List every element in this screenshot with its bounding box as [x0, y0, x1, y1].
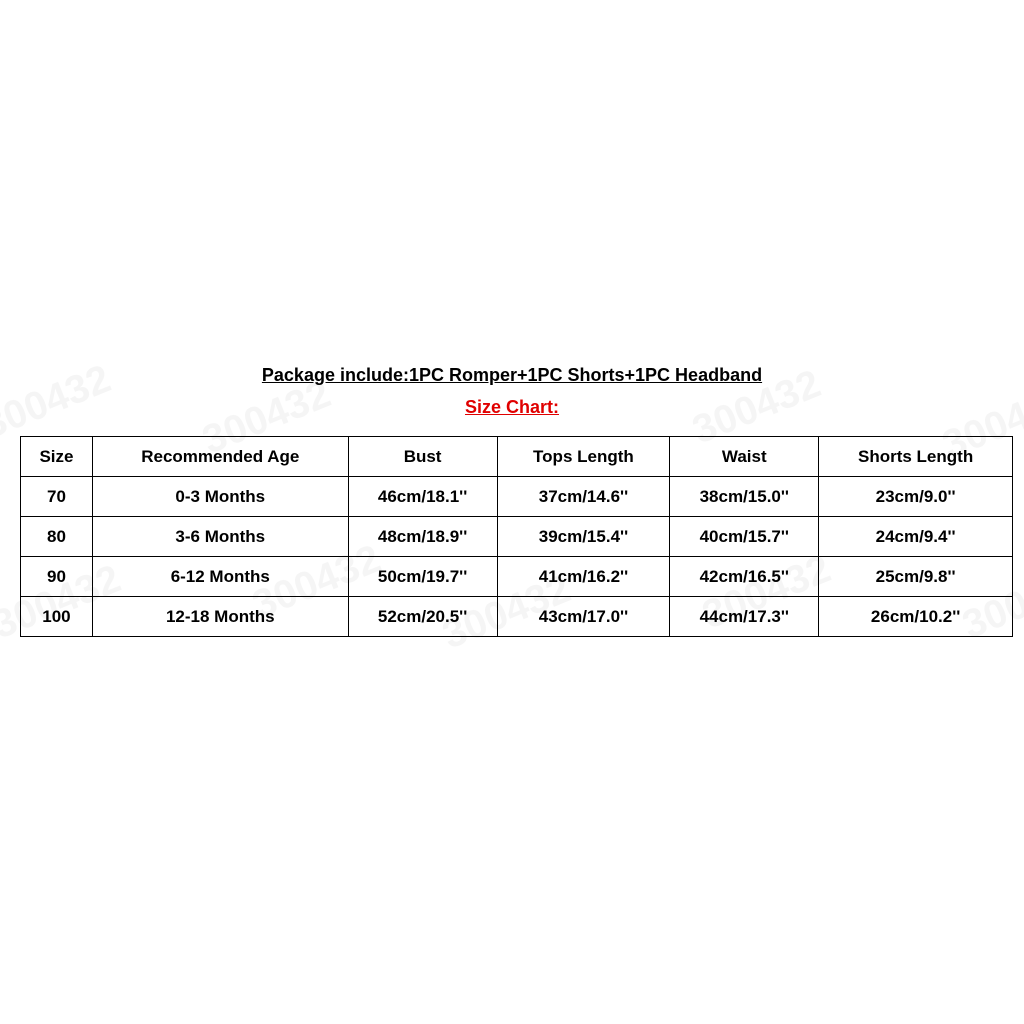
table-cell: 41cm/16.2''	[497, 557, 670, 597]
table-cell: 90	[21, 557, 93, 597]
package-include-title: Package include:1PC Romper+1PC Shorts+1PC Headband	[261, 365, 763, 385]
table-cell: 43cm/17.0''	[497, 597, 670, 637]
table-cell: 46cm/18.1''	[348, 477, 497, 517]
header-tops-length: Tops Length	[497, 437, 670, 477]
table-cell: 80	[21, 517, 93, 557]
header-recommended-age: Recommended Age	[92, 437, 348, 477]
table-row	[21, 557, 1013, 597]
table-row	[21, 477, 1013, 517]
table-cell: 12-18 Months	[92, 597, 348, 637]
size-chart-table	[20, 436, 1013, 637]
table-cell: 50cm/19.7''	[348, 557, 497, 597]
table-cell: 100	[21, 597, 93, 637]
table-cell: 23cm/9.0''	[819, 477, 1013, 517]
table-cell: 52cm/20.5''	[348, 597, 497, 637]
table-row	[21, 597, 1013, 637]
table-cell: 39cm/15.4''	[497, 517, 670, 557]
table-row	[21, 517, 1013, 557]
table-cell: 70	[21, 477, 93, 517]
table-cell: 26cm/10.2''	[819, 597, 1013, 637]
table-cell: 42cm/16.5''	[670, 557, 819, 597]
header-shorts-length: Shorts Length	[819, 437, 1013, 477]
table-cell: 38cm/15.0''	[670, 477, 819, 517]
table-cell: 40cm/15.7''	[670, 517, 819, 557]
table-cell: 25cm/9.8''	[819, 557, 1013, 597]
table-cell: 24cm/9.4''	[819, 517, 1013, 557]
table-cell: 48cm/18.9''	[348, 517, 497, 557]
size-chart-label: Size Chart:	[464, 397, 560, 417]
table-cell: 0-3 Months	[92, 477, 348, 517]
table-header-row	[21, 437, 1013, 477]
table-cell: 44cm/17.3''	[670, 597, 819, 637]
table-cell: 6-12 Months	[92, 557, 348, 597]
header-size: Size	[21, 437, 93, 477]
table-cell: 3-6 Months	[92, 517, 348, 557]
header-bust: Bust	[348, 437, 497, 477]
header-waist: Waist	[670, 437, 819, 477]
table-cell: 37cm/14.6''	[497, 477, 670, 517]
